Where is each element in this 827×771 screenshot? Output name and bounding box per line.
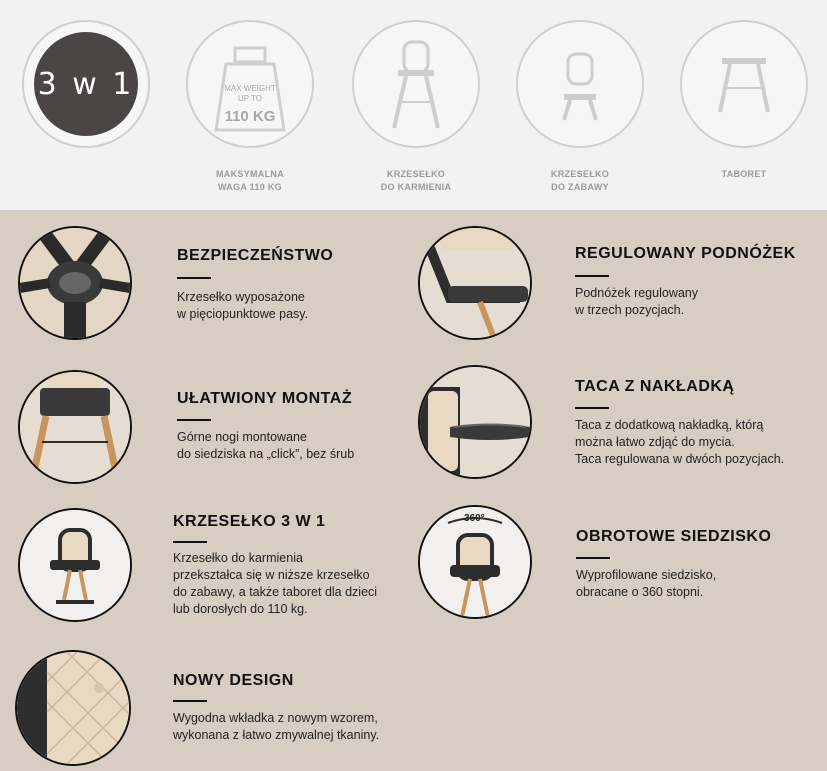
three-in-one-badge: [22, 20, 150, 148]
assembly-image: [18, 370, 132, 484]
three-in-one-chair-image: [18, 508, 132, 622]
badge-label: 3 w 1: [34, 32, 138, 136]
play-chair-icon: [516, 20, 644, 148]
feature-divider: [173, 541, 207, 543]
feature-desc-design: Wygodna wkładka z nowym wzorem, wykonana z łatwo zmywalnej tkaniny.: [173, 711, 380, 742]
label-max-weight: MAKSYMALNA WAGA 110 KG: [216, 169, 284, 192]
rotation-360-badge: 360°: [464, 513, 485, 524]
feature-title-three-in-one: KRZESEŁKO 3 W 1: [173, 513, 326, 530]
seat-cushion-image: [15, 650, 131, 766]
feature-desc-swivel: Wyprofilowane siedzisko, obracane o 360 stopni.: [576, 568, 717, 599]
footrest-image: [418, 226, 532, 340]
feature-divider: [173, 700, 207, 702]
feature-divider: [575, 407, 609, 409]
safety-harness-image: [18, 226, 132, 340]
stool-icon: [680, 20, 808, 148]
weight-icon-line2: UP TO: [237, 94, 262, 103]
feature-title-safety: BEZPIECZEŃSTWO: [177, 247, 334, 264]
label-stool: TABORET: [721, 169, 767, 179]
swivel-seat-image: [418, 505, 532, 619]
feature-desc-three-in-one: Krzesełko do karmienia przekształca się w niższe krzesełko do zabawy, a także taboret dla dzieci lub dorosłych do 110 kg.: [173, 551, 378, 616]
feature-title-footrest: REGULOWANY PODNÓŻEK: [575, 245, 796, 262]
feature-title-tray: TACA Z NAKŁADKĄ: [575, 378, 735, 395]
feature-desc-assembly: Górne nogi montowane do siedziska na „click”, bez śrub: [177, 430, 355, 461]
feature-desc-tray: Taca z dodatkową nakładką, którą można łatwo zdjąć do mycia. Taca regulowana w dwóch pozycjach.: [575, 418, 785, 466]
label-feeding-chair: KRZESEŁKO DO KARMIENIA: [380, 169, 452, 192]
feature-title-swivel: OBROTOWE SIEDZISKO: [576, 528, 772, 545]
feeding-chair-icon: [352, 20, 480, 148]
feature-title-assembly: UŁATWIONY MONTAŻ: [177, 390, 353, 407]
label-play-chair: KRZESEŁKO DO ZABAWY: [550, 169, 610, 192]
feature-desc-safety: Krzesełko wyposażone w pięciopunktowe pasy.: [177, 290, 309, 321]
feature-desc-footrest: Podnóżek regulowany w trzech pozycjach.: [575, 286, 698, 317]
feature-divider: [177, 277, 211, 279]
feature-divider: [177, 419, 211, 421]
top-icons-strip: [0, 0, 827, 210]
weight-icon-line1: MAX WEIGHT: [224, 84, 276, 93]
feature-title-design: NOWY DESIGN: [173, 672, 294, 689]
weight-icon: [186, 20, 314, 148]
tray-image: [418, 365, 532, 479]
weight-icon-value: 110 KG: [224, 108, 276, 125]
feature-divider: [576, 557, 610, 559]
feature-divider: [575, 275, 609, 277]
